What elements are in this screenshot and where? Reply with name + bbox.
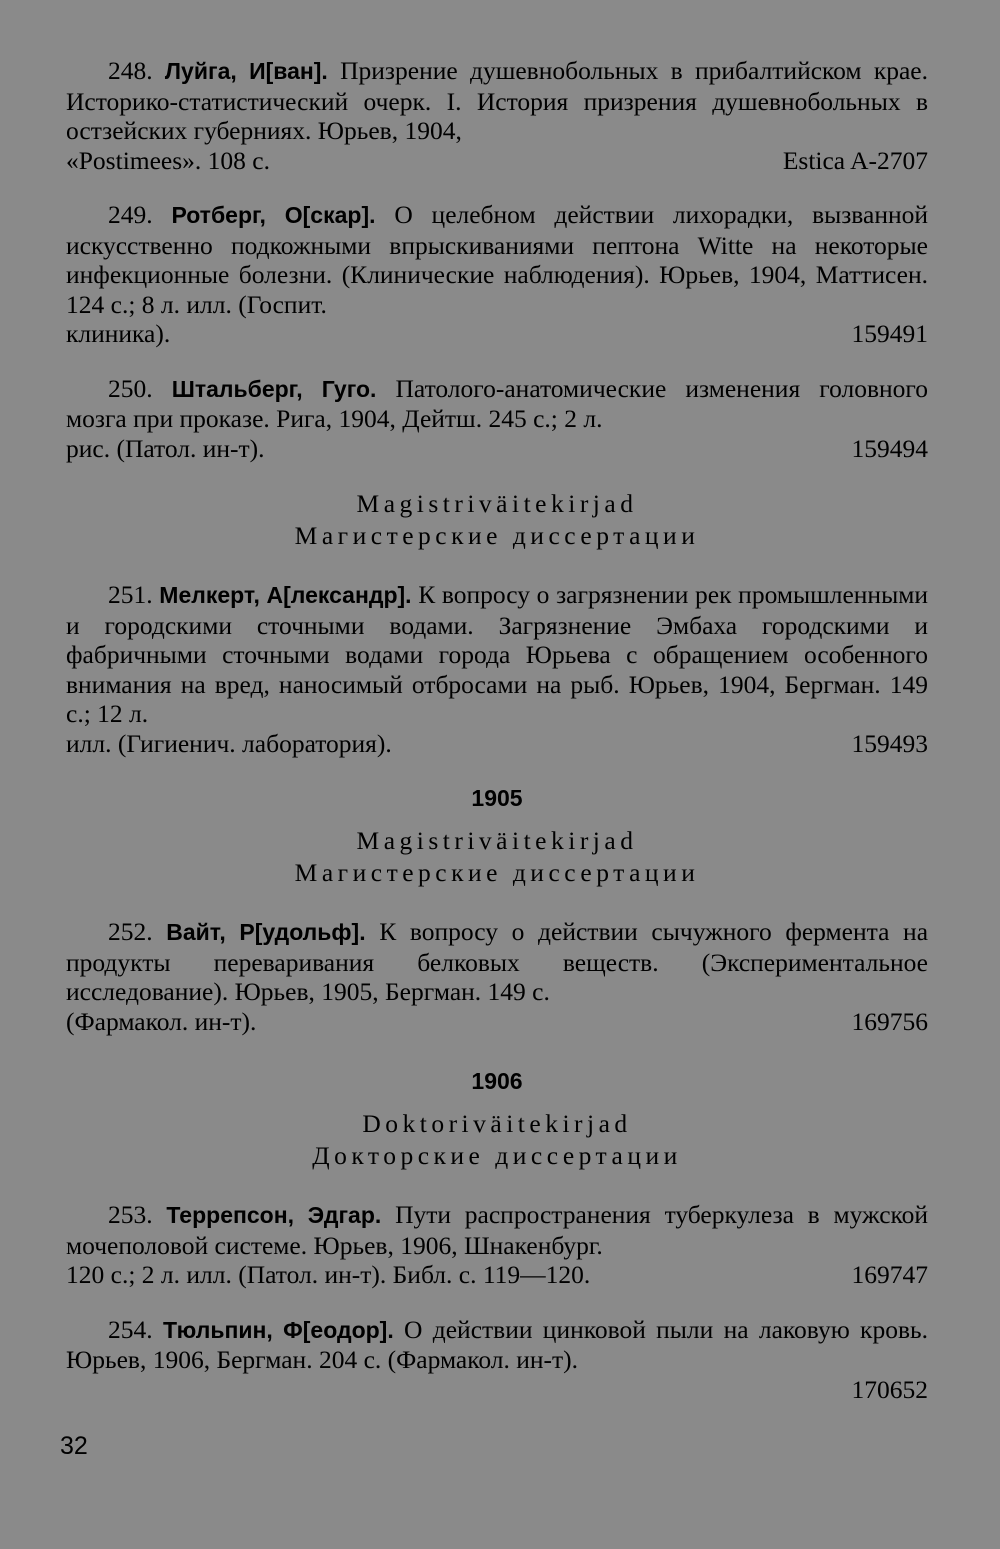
section-heading-doctoral-1906 <box>66 1108 928 1172</box>
section-heading-russian: Магистерские диссертации <box>294 521 700 550</box>
entry-author: Тюльпин, Ф[еодор]. <box>162 1316 394 1343</box>
entry-code: 169747 <box>851 1260 928 1289</box>
entry-text: К вопросу о загрязнении рек промышленными и городскими сточными водами. Загрязнение Эмбаха городскими и фабричными сточными водами города Юрьева с обращением особенного внимания на вред, наносимый отбросами на рыб. Юрьев, 1904, Бергман. 149 с.; 12 л. <box>66 580 928 728</box>
entry-number: 248. <box>108 56 153 85</box>
entry-number: 251. <box>108 580 153 609</box>
section-heading-russian: Докторские диссертации <box>312 1141 682 1170</box>
entry-last-line <box>66 1007 928 1037</box>
entry-text-end: (Фармакол. ин-т). <box>66 1006 257 1036</box>
entry-248 <box>66 56 928 175</box>
entry-last-line <box>66 434 928 464</box>
entry-number: 250. <box>108 373 153 403</box>
section-heading-estonian: Magistriväitekirjad <box>356 489 638 518</box>
entry-250 <box>66 374 928 464</box>
entry-number: 249. <box>108 200 153 229</box>
entry-author: Мелкерт, А[лександр]. <box>159 582 412 608</box>
entry-252 <box>66 917 928 1036</box>
entry-code: 159491 <box>851 319 928 348</box>
section-heading-masters-1905 <box>66 825 928 889</box>
entry-text: О действии цинковой пыли на лаковую кровь. Юрьев, 1906, Бергман. 204 с. (Фармакол. ин-т). <box>66 1314 928 1374</box>
entry-last-line <box>66 729 928 759</box>
entry-author: Ротберг, О[скар]. <box>171 202 376 228</box>
year-heading-1906: 1906 <box>471 1068 523 1094</box>
entry-text-end: 120 с.; 2 л. илл. (Патол. ин-т). Библ. с. 119—120. <box>66 1260 591 1289</box>
entry-text: О целебном действии лихорадки, вызванной искусственно подкожными впрыскиваниями пептона Witte на некоторые инфекционные болезни. (Клинические наблюдения). Юрьев, 1904, Маттисен. 124 с.; 8 л. илл. (Госпит. <box>66 200 929 319</box>
entry-text: Пути распространения туберкулеза в мужской мочеполовой системе. Юрьев, 1906, Шнакенбург. <box>66 1200 929 1260</box>
section-heading-masters-1904 <box>66 488 928 552</box>
entry-text-end: рис. (Патол. ин-т). <box>66 433 265 463</box>
entry-text: К вопросу о действии сычужного фермента на продукты переваривания белковых веществ. (Экспериментальное исследование). Юрьев, 1905, Бергман. 149 с. <box>66 917 929 1006</box>
entry-last-line <box>66 1260 928 1290</box>
entry-code: 170652 <box>851 1374 928 1404</box>
entry-number: 254. <box>108 1314 153 1344</box>
entry-author: Вайт, Р[удольф]. <box>166 919 366 945</box>
entry-text-end: «Postimees». 108 с. <box>66 145 270 175</box>
entry-254 <box>66 1315 928 1405</box>
entry-author: Штальберг, Гуго. <box>171 375 377 402</box>
entry-code: 159493 <box>851 728 928 758</box>
entry-text-end: илл. (Гигиенич. лаборатория). <box>66 728 392 758</box>
entry-253 <box>66 1200 928 1290</box>
year-heading-1905: 1905 <box>471 785 523 811</box>
section-heading-estonian: Doktoriväitekirjad <box>362 1109 632 1138</box>
entry-code: Estica A-2707 <box>782 145 928 175</box>
entry-code: 169756 <box>851 1006 928 1036</box>
entry-code: 159494 <box>851 433 928 463</box>
page-number: 32 <box>60 1432 88 1460</box>
entry-last-line <box>66 146 928 176</box>
section-heading-russian: Магистерские диссертации <box>294 858 700 887</box>
entry-249 <box>66 200 928 349</box>
entry-last-line <box>66 319 928 349</box>
entry-number: 253. <box>108 1200 153 1229</box>
entry-text-end: клиника). <box>66 319 171 348</box>
entry-text: Призрение душевнобольных в прибалтийском крае. Историко-статистический очерк. I. История призрения душевнобольных в остзейских губерниях. Юрьев, 1904, <box>66 56 928 145</box>
entry-author: Террепсон, Эдгар. <box>166 1202 382 1228</box>
entry-number: 252. <box>108 917 153 946</box>
section-heading-estonian: Magistriväitekirjad <box>356 826 638 855</box>
entry-author: Луйга, И[ван]. <box>164 58 328 84</box>
entry-251 <box>66 580 928 758</box>
bibliography-page <box>66 56 928 1429</box>
entry-text: Патолого-анатомические изменения головного мозга при проказе. Рига, 1904, Дейтш. 245 с.; 2 л. <box>66 373 928 433</box>
